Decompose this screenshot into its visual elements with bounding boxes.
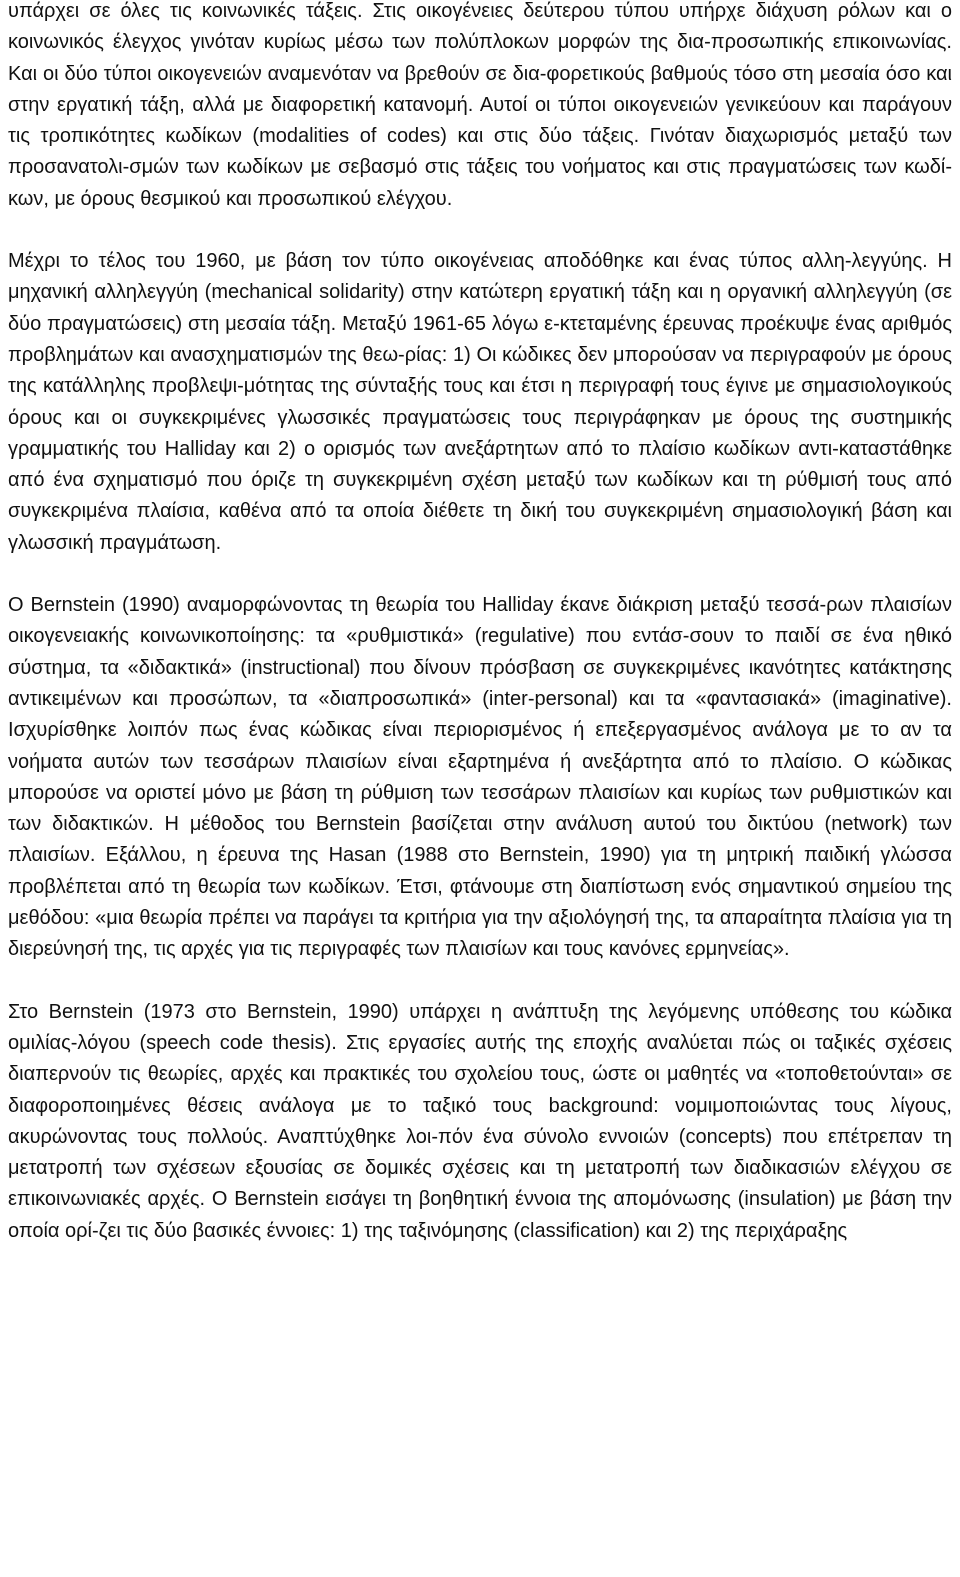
paragraph-1: υπάρχει σε όλες τις κοινωνικές τάξεις. Στις οικογένειες δεύτερου τύπου υπήρχε διάχυση ρόλων και ο κοινωνικός έλεγχος γινόταν κυρίως μέσω των πολύπλοκων μορφών της δια-προσωπικής επικοινωνίας. Και οι δύο τύποι οικογενειών αναμενόταν να βρεθούν σε δια-φορετικούς βαθμούς τόσο στη μεσαία όσο και στην εργατική τάξη, αλλά με διαφορετική κατανομή. Αυτοί οι τύποι οικογενειών γενικεύουν και παράγουν τις τροπικότητες κωδίκων (modalities of codes) και στις δύο τάξεις. Γινόταν διαχωρισμός μεταξύ των προσανατολι-σμών των κωδίκων με σεβασμό στις τάξεις του νοήματος και στις πραγματώσεις των κωδί-κων, με όρους θεσμικού και προσωπικού ελέγχου. [8,0,952,210]
document-page [8,0,952,1247]
paragraph-3: Ο Bernstein (1990) αναμορφώνοντας τη θεωρία του Halliday έκανε διάκριση μεταξύ τεσσά-ρων πλαισίων οικογενειακής κοινωνικοποίησης: τα «ρυθμιστικά» (regulative) που εντάσ-σουν το παιδί σε ένα ηθικό σύστημα, τα «διδακτικά» (instructional) που δίνουν πρόσβαση σε συγκεκριμένες ικανότητες κατάκτησης αντικειμένων και προσώπων, τα «διαπροσωπικά» (inter-personal) και τα «φαντασιακά» (imaginative). Ισχυρίσθηκε λοιπόν πως ένας κώδικας είναι περιορισμένος ή επεξεργασμένος ανάλογα με το αν τα νοήματα αυτών των τεσσάρων πλαισίων είναι εξαρτημένα ή ανεξάρτητα από το πλαίσιο. Ο κώδικας μπορούσε να οριστεί μόνο με βάση τη ρύθμιση των τεσσάρων πλαισίων και κυρίως των ρυθμιστικών και των διδακτικών. Η μέθοδος του Bernstein βασίζεται στην ανάλυση αυτού του δικτύου (network) των πλαισίων. Εξάλλου, η έρευνα της Hasan (1988 στο Bernstein, 1990) για τη μητρική παιδική γλώσσα προβλέπεται από τη θεωρία των κωδίκων. Έτσι, φτάνουμε στη διαπίστωση ενός σημαντικού σημείου της μεθόδου: «μια θεωρία πρέπει να παράγει τα κριτήρια για την αξιολόγησή της, τα απαραίτητα πλαίσια για τη διερεύνησή της, τις αρχές για τις περιγραφές των πλαισίων και τους κανόνες ερμηνείας». [8,594,952,961]
paragraph-2: Μέχρι το τέλος του 1960, με βάση τον τύπο οικογένειας αποδόθηκε και ένας τύπος αλλη-λεγγύης. Η μηχανική αλληλεγγύη (mechanical solidarity) στην κατώτερη εργατική τάξη και η οργανική αλληλεγγύη (σε δύο πραγματώσεις) στη μεσαία τάξη. Μεταξύ 1961-65 λόγω ε-κτεταμένης έρευνας προέκυψε ένας αριθμός προβλημάτων και ανασχηματισμών της θεω-ρίας: 1) Οι κώδικες δεν μπορούσαν να περιγραφούν με όρους της κατάλληλης προβλεψι-μότητας της σύνταξής τους και έτσι η περιγραφή τους έγινε με σημασιολογικούς όρους και οι συγκεκριμένες γλωσσικές πραγματώσεις τους περιγράφηκαν με όρους της συστημικής γραμματικής του Halliday και 2) ο ορισμός των ανεξάρτητων από το πλαίσιο κωδίκων αντι-καταστάθηκε από ένα σχηματισμό που όριζε τη συγκεκριμένη σχέση μεταξύ των κωδίκων και τη ρύθμισή τους από συγκεκριμένα πλαίσια, καθένα από τα οποία διέθετε τη δική του συγκεκριμένη σημασιολογική βάση και γλωσσική πραγμάτωση. [8,250,952,554]
paragraph-4: Στο Bernstein (1973 στο Bernstein, 1990) υπάρχει η ανάπτυξη της λεγόμενης υπόθεσης του κώδικα ομιλίας-λόγου (speech code thesis). Στις εργασίες αυτής της εποχής αναλύεται πώς οι ταξικές σχέσεις διαπερνούν τις θεωρίες, αρχές και πρακτικές του σχολείου τους, ώστε οι μαθητές να «τοποθετούνται» σε διαφοροποιημένες θέσεις ανάλογα με το ταξικό τους background: νομιμοποιώντας τους λίγους, ακυρώνοντας τους πολλούς. Αναπτύχθηκε λοι-πόν ένα σύνολο εννοιών (concepts) που επέτρεπαν τη μετατροπή των σχέσεων εξουσίας σε δομικές σχέσεις και τη μετατροπή των διαδικασιών ελέγχου σε επικοινωνιακές αρχές. Ο Bernstein εισάγει τη βοηθητική έννοια της απομόνωσης (insulation) με βάση την οποία ορί-ζει τις δύο βασικές έννοιες: 1) της ταξινόμησης (classification) και 2) της περιχάραξης [8,1000,952,1242]
